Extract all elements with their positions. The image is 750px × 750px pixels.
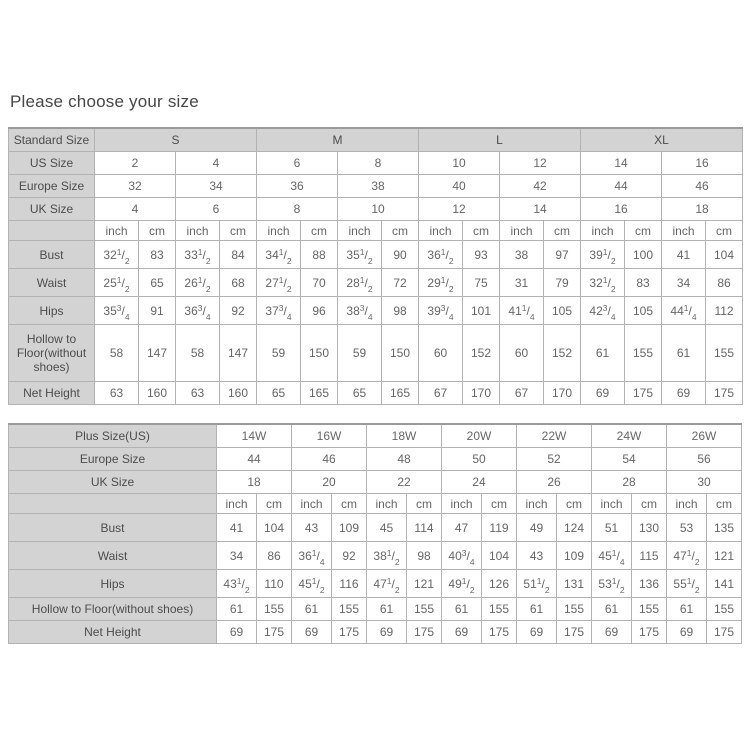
measure-inch-cell: $29^1/_2$ (419, 269, 463, 297)
measure-cm-cell: 160 (220, 382, 257, 405)
measure-inch-cell: $36^1/_4$ (292, 542, 332, 570)
unit-cell: cm (463, 221, 500, 241)
size-group-cell: S (95, 128, 257, 152)
measure-cm-cell: 175 (632, 621, 667, 644)
row-label-cell: Plus Size(US) (9, 424, 217, 448)
measure-inch-cell: 69 (442, 621, 482, 644)
measure-cm-cell: 155 (557, 598, 592, 621)
measure-cm-cell: 109 (332, 514, 367, 542)
measure-inch-cell: 69 (517, 621, 557, 644)
measure-cm-cell: 68 (220, 269, 257, 297)
size-value-cell: 22 (367, 471, 442, 494)
unit-cell: cm (407, 494, 442, 514)
measure-cm-cell: 112 (706, 297, 743, 325)
size-group-cell: M (257, 128, 419, 152)
size-value-cell: 30 (667, 471, 742, 494)
measure-inch-cell: 53 (667, 514, 707, 542)
unit-cell: cm (632, 494, 667, 514)
unit-cell: inch (592, 494, 632, 514)
measure-cm-cell: 97 (544, 241, 581, 269)
measure-cm-cell: 90 (382, 241, 419, 269)
measure-cm-cell: 121 (407, 570, 442, 598)
measure-cm-cell: 155 (332, 598, 367, 621)
measure-cm-cell: 170 (544, 382, 581, 405)
measure-inch-cell: $45^1/_2$ (292, 570, 332, 598)
measure-inch-cell: 59 (338, 325, 382, 382)
measure-inch-cell: 61 (442, 598, 482, 621)
measure-cm-cell: 119 (482, 514, 517, 542)
measure-cm-cell: 150 (382, 325, 419, 382)
size-value-cell: 16W (292, 424, 367, 448)
size-value-cell: 44 (217, 448, 292, 471)
unit-cell: inch (257, 221, 301, 241)
measure-cm-cell: 175 (706, 382, 743, 405)
size-value-cell: 34 (176, 175, 257, 198)
size-value-cell: 8 (257, 198, 338, 221)
size-value-cell: 50 (442, 448, 517, 471)
measure-cm-cell: 155 (625, 325, 662, 382)
unit-cell: inch (662, 221, 706, 241)
measure-inch-cell: 69 (217, 621, 257, 644)
measure-inch-cell: $49^1/_2$ (442, 570, 482, 598)
size-value-cell: 14W (217, 424, 292, 448)
measure-cm-cell: 124 (557, 514, 592, 542)
measure-cm-cell: 79 (544, 269, 581, 297)
unit-cell: inch (338, 221, 382, 241)
row-label-cell: UK Size (9, 471, 217, 494)
measure-inch-cell: 41 (662, 241, 706, 269)
row-label-cell: Bust (9, 514, 217, 542)
measure-inch-cell: $35^1/_2$ (338, 241, 382, 269)
measure-cm-cell: 75 (463, 269, 500, 297)
unit-cell: inch (581, 221, 625, 241)
measure-inch-cell: $44^1/_4$ (662, 297, 706, 325)
measure-inch-cell: $33^1/_2$ (176, 241, 220, 269)
size-value-cell: 42 (500, 175, 581, 198)
measure-cm-cell: 155 (257, 598, 292, 621)
size-value-cell: 26W (667, 424, 742, 448)
size-group-cell: L (419, 128, 581, 152)
measure-cm-cell: 100 (625, 241, 662, 269)
measure-cm-cell: 92 (220, 297, 257, 325)
measure-cm-cell: 98 (407, 542, 442, 570)
measure-cm-cell: 109 (557, 542, 592, 570)
measure-cm-cell: 165 (301, 382, 338, 405)
measure-cm-cell: 126 (482, 570, 517, 598)
unit-cell: inch (217, 494, 257, 514)
measure-inch-cell: 65 (338, 382, 382, 405)
measure-inch-cell: 69 (292, 621, 332, 644)
unit-cell: inch (176, 221, 220, 241)
row-label-cell: Net Height (9, 621, 217, 644)
measure-cm-cell: 104 (257, 514, 292, 542)
measure-inch-cell: 61 (217, 598, 257, 621)
unit-cell: cm (706, 221, 743, 241)
measure-cm-cell: 155 (632, 598, 667, 621)
measure-inch-cell: $32^1/_2$ (581, 269, 625, 297)
size-value-cell: 38 (338, 175, 419, 198)
measure-cm-cell: 105 (625, 297, 662, 325)
size-value-cell: 48 (367, 448, 442, 471)
measure-cm-cell: 70 (301, 269, 338, 297)
measure-inch-cell: 58 (176, 325, 220, 382)
measure-cm-cell: 141 (707, 570, 742, 598)
row-label-cell: Hips (9, 297, 95, 325)
corner-label-cell: Standard Size (9, 128, 95, 152)
measure-inch-cell: $43^1/_2$ (217, 570, 257, 598)
measure-cm-cell: 152 (544, 325, 581, 382)
measure-inch-cell: 60 (419, 325, 463, 382)
measure-inch-cell: 47 (442, 514, 482, 542)
measure-inch-cell: 59 (257, 325, 301, 382)
size-value-cell: 8 (338, 152, 419, 175)
measure-cm-cell: 116 (332, 570, 367, 598)
measure-cm-cell: 175 (557, 621, 592, 644)
measure-cm-cell: 84 (220, 241, 257, 269)
row-label-cell: Waist (9, 542, 217, 570)
unit-corner-cell (9, 221, 95, 241)
measure-cm-cell: 175 (332, 621, 367, 644)
measure-inch-cell: $32^1/_2$ (95, 241, 139, 269)
measure-inch-cell: 69 (662, 382, 706, 405)
measure-inch-cell: 61 (581, 325, 625, 382)
measure-cm-cell: 114 (407, 514, 442, 542)
unit-cell: cm (625, 221, 662, 241)
unit-cell: cm (557, 494, 592, 514)
measure-cm-cell: 175 (407, 621, 442, 644)
measure-inch-cell: 65 (257, 382, 301, 405)
measure-inch-cell: $51^1/_2$ (517, 570, 557, 598)
measure-cm-cell: 147 (220, 325, 257, 382)
size-value-cell: 20 (292, 471, 367, 494)
measure-cm-cell: 91 (139, 297, 176, 325)
measure-inch-cell: 58 (95, 325, 139, 382)
size-value-cell: 14 (500, 198, 581, 221)
unit-cell: cm (482, 494, 517, 514)
measure-inch-cell: 34 (217, 542, 257, 570)
measure-cm-cell: 86 (257, 542, 292, 570)
measure-inch-cell: 67 (500, 382, 544, 405)
measure-inch-cell: $38^1/_2$ (367, 542, 407, 570)
plus-size-table (8, 423, 742, 644)
measure-cm-cell: 83 (625, 269, 662, 297)
size-value-cell: 54 (592, 448, 667, 471)
measure-inch-cell: 43 (517, 542, 557, 570)
measure-cm-cell: 88 (301, 241, 338, 269)
measure-cm-cell: 170 (463, 382, 500, 405)
measure-cm-cell: 72 (382, 269, 419, 297)
size-value-cell: 18 (662, 198, 743, 221)
measure-inch-cell: 69 (581, 382, 625, 405)
measure-inch-cell: 61 (592, 598, 632, 621)
measure-cm-cell: 175 (625, 382, 662, 405)
measure-inch-cell: $39^1/_2$ (581, 241, 625, 269)
measure-cm-cell: 93 (463, 241, 500, 269)
measure-inch-cell: 49 (517, 514, 557, 542)
unit-cell: cm (707, 494, 742, 514)
measure-cm-cell: 175 (482, 621, 517, 644)
measure-inch-cell: 63 (176, 382, 220, 405)
measure-inch-cell: $47^1/_2$ (667, 542, 707, 570)
measure-cm-cell: 86 (706, 269, 743, 297)
measure-inch-cell: 61 (292, 598, 332, 621)
row-label-cell: Net Height (9, 382, 95, 405)
measure-inch-cell: 34 (662, 269, 706, 297)
measure-inch-cell: 51 (592, 514, 632, 542)
measure-cm-cell: 147 (139, 325, 176, 382)
measure-cm-cell: 131 (557, 570, 592, 598)
measure-cm-cell: 155 (482, 598, 517, 621)
measure-cm-cell: 98 (382, 297, 419, 325)
row-label-cell: Europe Size (9, 175, 95, 198)
measure-cm-cell: 104 (482, 542, 517, 570)
measure-inch-cell: 67 (419, 382, 463, 405)
size-value-cell: 46 (662, 175, 743, 198)
size-value-cell: 22W (517, 424, 592, 448)
measure-cm-cell: 152 (463, 325, 500, 382)
size-group-cell: XL (581, 128, 743, 152)
unit-cell: cm (257, 494, 292, 514)
size-value-cell: 12 (419, 198, 500, 221)
size-value-cell: 18W (367, 424, 442, 448)
measure-inch-cell: 38 (500, 241, 544, 269)
measure-cm-cell: 175 (257, 621, 292, 644)
measure-inch-cell: 63 (95, 382, 139, 405)
unit-cell: cm (220, 221, 257, 241)
measure-cm-cell: 155 (407, 598, 442, 621)
measure-inch-cell: $47^1/_2$ (367, 570, 407, 598)
unit-cell: inch (95, 221, 139, 241)
size-value-cell: 10 (338, 198, 419, 221)
row-label-cell: Europe Size (9, 448, 217, 471)
measure-cm-cell: 115 (632, 542, 667, 570)
measure-inch-cell: 41 (217, 514, 257, 542)
measure-cm-cell: 96 (301, 297, 338, 325)
size-value-cell: 12 (500, 152, 581, 175)
size-value-cell: 10 (419, 152, 500, 175)
row-label-cell: US Size (9, 152, 95, 175)
measure-inch-cell: $36^1/_2$ (419, 241, 463, 269)
measure-cm-cell: 65 (139, 269, 176, 297)
measure-cm-cell: 105 (544, 297, 581, 325)
measure-inch-cell: 69 (367, 621, 407, 644)
size-value-cell: 2 (95, 152, 176, 175)
measure-inch-cell: $53^1/_2$ (592, 570, 632, 598)
measure-inch-cell: $42^3/_4$ (581, 297, 625, 325)
measure-cm-cell: 135 (707, 514, 742, 542)
measure-cm-cell: 130 (632, 514, 667, 542)
measure-inch-cell: $36^3/_4$ (176, 297, 220, 325)
measure-cm-cell: 110 (257, 570, 292, 598)
size-value-cell: 56 (667, 448, 742, 471)
measure-inch-cell: 45 (367, 514, 407, 542)
unit-cell: cm (301, 221, 338, 241)
measure-inch-cell: 31 (500, 269, 544, 297)
row-label-cell: Hollow to Floor(without shoes) (9, 598, 217, 621)
measure-inch-cell: 69 (667, 621, 707, 644)
measure-inch-cell: $26^1/_2$ (176, 269, 220, 297)
size-value-cell: 46 (292, 448, 367, 471)
measure-inch-cell: 43 (292, 514, 332, 542)
unit-cell: cm (139, 221, 176, 241)
measure-inch-cell: $28^1/_2$ (338, 269, 382, 297)
row-label-cell: UK Size (9, 198, 95, 221)
unit-cell: inch (442, 494, 482, 514)
row-label-cell: Waist (9, 269, 95, 297)
measure-inch-cell: 69 (592, 621, 632, 644)
size-value-cell: 6 (257, 152, 338, 175)
unit-cell: inch (419, 221, 463, 241)
measure-inch-cell: 61 (367, 598, 407, 621)
measure-inch-cell: 60 (500, 325, 544, 382)
measure-cm-cell: 165 (382, 382, 419, 405)
row-label-cell: Hollow to Floor(without shoes) (9, 325, 95, 382)
measure-inch-cell: 61 (662, 325, 706, 382)
size-value-cell: 18 (217, 471, 292, 494)
size-value-cell: 32 (95, 175, 176, 198)
row-label-cell: Hips (9, 570, 217, 598)
size-value-cell: 6 (176, 198, 257, 221)
measure-cm-cell: 101 (463, 297, 500, 325)
measure-inch-cell: $40^3/_4$ (442, 542, 482, 570)
unit-cell: inch (367, 494, 407, 514)
measure-cm-cell: 92 (332, 542, 367, 570)
measure-inch-cell: $38^3/_4$ (338, 297, 382, 325)
measure-inch-cell: $39^3/_4$ (419, 297, 463, 325)
standard-size-table (8, 127, 743, 405)
measure-cm-cell: 155 (706, 325, 743, 382)
size-value-cell: 26 (517, 471, 592, 494)
measure-inch-cell: $27^1/_2$ (257, 269, 301, 297)
size-value-cell: 4 (176, 152, 257, 175)
measure-cm-cell: 160 (139, 382, 176, 405)
size-value-cell: 20W (442, 424, 517, 448)
size-value-cell: 24 (442, 471, 517, 494)
unit-cell: cm (382, 221, 419, 241)
measure-inch-cell: 61 (667, 598, 707, 621)
measure-cm-cell: 104 (706, 241, 743, 269)
page-title: Please choose your size (10, 92, 199, 111)
measure-cm-cell: 83 (139, 241, 176, 269)
size-value-cell: 4 (95, 198, 176, 221)
unit-cell: cm (544, 221, 581, 241)
measure-inch-cell: $41^1/_4$ (500, 297, 544, 325)
size-value-cell: 40 (419, 175, 500, 198)
measure-inch-cell: $35^3/_4$ (95, 297, 139, 325)
measure-inch-cell: $25^1/_2$ (95, 269, 139, 297)
measure-cm-cell: 150 (301, 325, 338, 382)
size-value-cell: 52 (517, 448, 592, 471)
measure-inch-cell: $45^1/_4$ (592, 542, 632, 570)
measure-inch-cell: $55^1/_2$ (667, 570, 707, 598)
size-value-cell: 16 (581, 198, 662, 221)
size-value-cell: 44 (581, 175, 662, 198)
measure-inch-cell: $37^3/_4$ (257, 297, 301, 325)
size-value-cell: 28 (592, 471, 667, 494)
row-label-cell: Bust (9, 241, 95, 269)
unit-cell: inch (292, 494, 332, 514)
unit-cell: inch (667, 494, 707, 514)
unit-corner-cell (9, 494, 217, 514)
measure-cm-cell: 175 (707, 621, 742, 644)
measure-inch-cell: 61 (517, 598, 557, 621)
measure-cm-cell: 136 (632, 570, 667, 598)
size-value-cell: 14 (581, 152, 662, 175)
measure-cm-cell: 155 (707, 598, 742, 621)
unit-cell: inch (500, 221, 544, 241)
unit-cell: inch (517, 494, 557, 514)
unit-cell: cm (332, 494, 367, 514)
size-value-cell: 24W (592, 424, 667, 448)
measure-cm-cell: 121 (707, 542, 742, 570)
size-value-cell: 36 (257, 175, 338, 198)
size-value-cell: 16 (662, 152, 743, 175)
measure-inch-cell: $34^1/_2$ (257, 241, 301, 269)
